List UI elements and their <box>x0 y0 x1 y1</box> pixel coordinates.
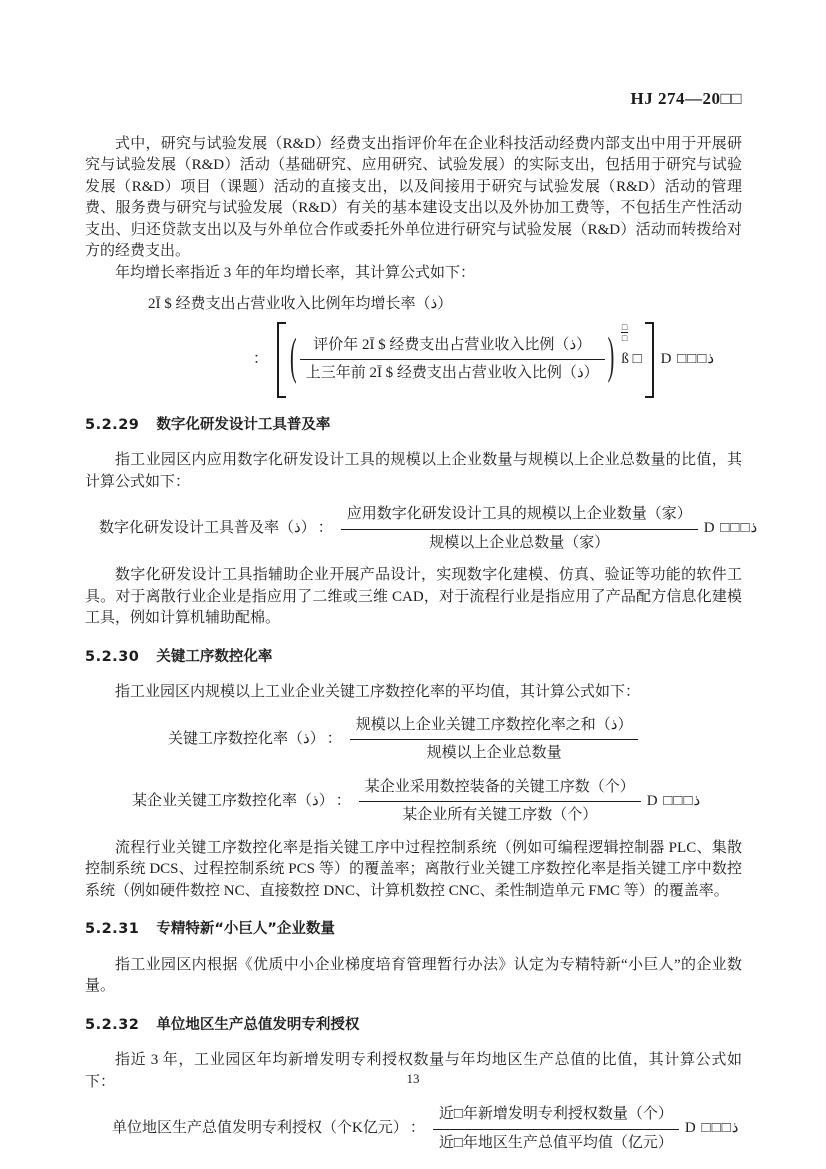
paragraph-5231-definition: 指工业园区内根据《优质中小企业梯度培育管理暂行办法》认定为专精特新“小巨人”的企业数量。 <box>85 956 742 994</box>
formula-rd-expense-growth <box>85 294 742 398</box>
formula-operator: ： <box>253 350 269 367</box>
exponent-fraction <box>621 322 628 343</box>
fraction-denominator: 上三年前 2Ī $ 经费支出占营业收入比例（ذ） <box>305 365 599 381</box>
formula-lhs: 单位地区生产总值发明专利授权（个K亿元） <box>112 1120 408 1137</box>
section-number: 5.2.29 <box>85 416 140 433</box>
fraction-numerator: 近□年新增发明专利授权数量（个） <box>433 1103 679 1130</box>
formula-patent-per-gdp <box>85 1103 742 1155</box>
formula-operator: ： <box>335 792 351 809</box>
formula-expression <box>132 776 742 828</box>
fraction <box>341 503 698 555</box>
paragraph-5229-explanation: 数字化研发设计工具指辅助企业开展产品设计，实现数字化建模、仿真、验证等功能的软件工具。对于离散行业企业是指应用了二维或三维 CAD，对于流程行业是指应用了产品配方信息化建模工具，例如计算机辅助配棉。 <box>85 567 742 626</box>
formula-key-process-nc-rate <box>85 714 742 766</box>
left-square-bracket <box>277 322 286 398</box>
paragraph-5229-definition: 指工业园区内应用数字化研发设计工具的规模以上企业数量与规模以上企业总数量的比值，其计算公式如下： <box>85 452 742 490</box>
doc-number-header: HJ 274—20□□ <box>630 89 742 108</box>
paragraph-rd-definition: 式中，研究与试验发展（R&D）经费支出指评价年在企业科技活动经费内部支出中用于开展研究与试验发展（R&D）活动（基础研究、应用研究、试验发展）的实际支出，包括用于研究与试验发展（R&D）项目（课题）活动的直接支出，以及间接用于研究与试验发展（R&D）活动的管理费、服务费与研究与试验发展（R&D）有关的基本建设支出以及外协加工费等，不包括生产性活动支出、归还贷款支出以及与外单位合作或委托外单位进行研究与试验发展（R&D）活动而转拨给对方的经费支出。 <box>85 135 742 259</box>
paragraph-5230-definition: 指工业园区内规模以上工业企业关键工序数控化率的平均值，其计算公式如下： <box>115 684 641 700</box>
section-title: 单位地区生产总值发明专利授权 <box>156 1016 360 1033</box>
exponent-denominator: □ <box>621 332 628 343</box>
section-number: 5.2.32 <box>85 1016 140 1033</box>
fraction <box>433 1103 679 1155</box>
fraction-denominator: 近□年地区生产总值平均值（亿元） <box>438 1134 673 1151</box>
formula-expression <box>112 1103 742 1155</box>
paragraph-5232-definition: 指近 3 年，工业园区年均新增发明专利授权数量与年均地区生产总值的比值，其计算公式如下： <box>85 1052 742 1090</box>
fraction <box>300 334 605 386</box>
fraction <box>350 714 639 766</box>
right-square-bracket <box>645 322 654 398</box>
formula-expression <box>99 503 758 555</box>
fraction-denominator: 某企业所有关键工序数（个） <box>402 807 598 823</box>
formula-expression <box>168 714 742 766</box>
section-title: 专精特新“小巨人”企业数量 <box>156 921 335 937</box>
formula-digital-tool-penetration <box>85 503 758 555</box>
formula-tail: D □□□ذ <box>646 792 701 809</box>
fraction-numerator: 应用数字化研发设计工具的规模以上企业数量（家） <box>341 503 698 530</box>
formula-lhs: 数字化研发设计工具普及率（ذ） <box>99 520 316 537</box>
fraction-numerator: 规模以上企业关键工序数控化率之和（ذ） <box>350 714 639 741</box>
formula-lhs: 某企业关键工序数控化率（ذ） <box>132 792 334 809</box>
fraction-numerator: 评价年 2Ī $ 经费支出占营业收入比例（ذ） <box>300 334 605 361</box>
paragraph-5230-explanation: 流程行业关键工序数控化率是指关键工序中过程控制系统（例如可编程逻辑控制器 PLC、集散控制系统 DCS、过程控制系统 PCS 等）的覆盖率；离散行业关键工序数控化率是指关键工序中数控系统（例如硬件数控 NC、直接数控 DNC、计算机数控 CNC、柔性制造单元 FMC 等）的覆盖率。 <box>85 839 742 899</box>
formula-operator: ： <box>317 520 333 537</box>
page-number: 13 <box>406 1071 420 1086</box>
left-paren: ( <box>290 329 297 386</box>
formula-beta-term: ß □ <box>621 350 642 367</box>
right-paren: ) <box>607 328 615 385</box>
section-heading-5229 <box>85 415 742 437</box>
formula-enterprise-nc-rate <box>85 776 742 828</box>
formula-lhs: 2Ī $ 经费支出占营业收入比例年均增长率（ذ） <box>148 296 453 312</box>
fraction <box>359 776 641 828</box>
formula-tail: D □□□ذ <box>660 350 715 367</box>
section-heading-5232 <box>85 1015 742 1037</box>
formula-tail: D □□□ذ <box>703 520 758 537</box>
fraction-denominator: 规模以上企业总数量 <box>426 745 562 761</box>
fraction-denominator: 规模以上企业总数量（家） <box>429 534 610 551</box>
right-paren-with-exponent <box>607 321 628 385</box>
section-heading-5230 <box>85 647 742 669</box>
paragraph-growth-rate-intro: 年均增长率指近 3 年的年均增长率，其计算公式如下： <box>115 264 476 281</box>
section-number: 5.2.30 <box>85 648 140 665</box>
formula-operator: ： <box>326 730 342 747</box>
section-number: 5.2.31 <box>85 921 140 937</box>
formula-expression <box>251 322 742 398</box>
fraction-numerator: 某企业采用数控装备的关键工序数（个） <box>359 776 641 803</box>
formula-operator: ： <box>409 1120 425 1137</box>
exponent-numerator: □ <box>621 321 628 332</box>
section-heading-5231 <box>85 919 742 941</box>
section-title: 数字化研发设计工具普及率 <box>156 416 331 433</box>
formula-tail: D □□□ذ <box>684 1120 739 1137</box>
formula-lhs: 关键工序数控化率（ذ） <box>168 730 325 747</box>
section-title: 关键工序数控化率 <box>156 648 273 665</box>
